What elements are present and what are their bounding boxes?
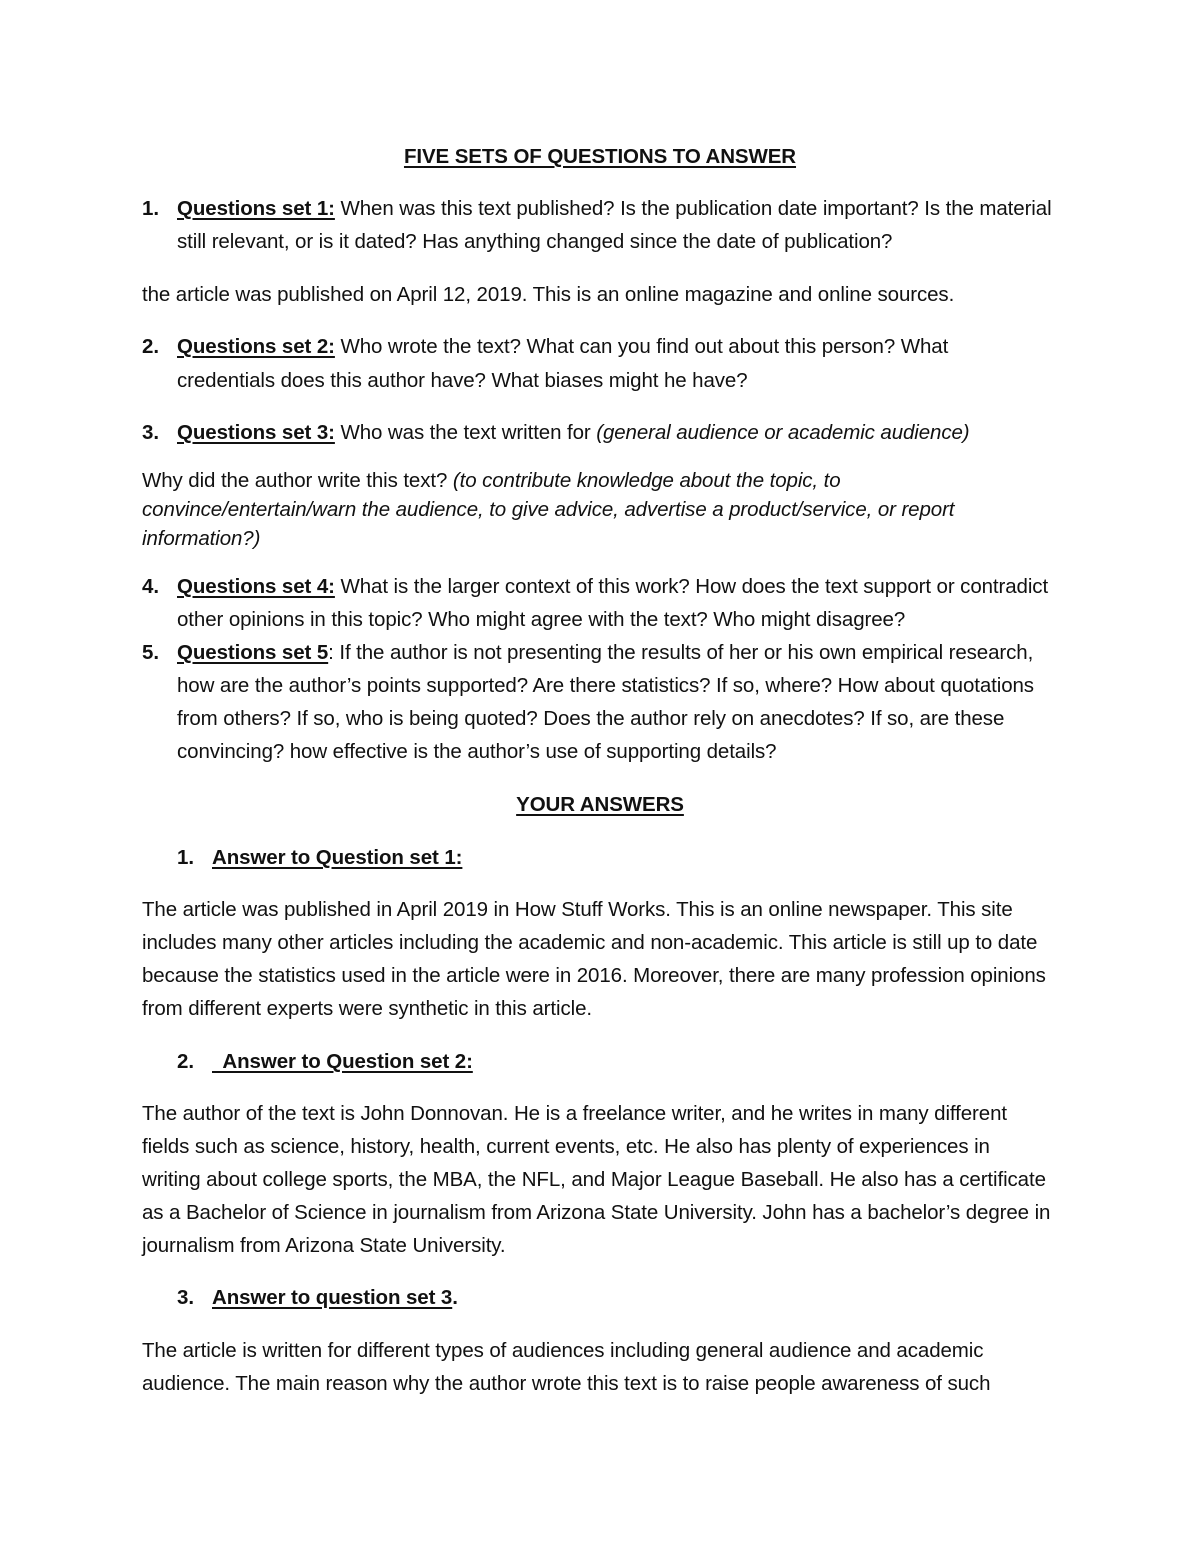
question-2-label: Questions set 2: [177, 335, 335, 358]
answer-3-heading-line [212, 1286, 458, 1310]
question-3-why-text: Why did the author write this text? [142, 469, 453, 492]
question-1-line-2: still relevant, or is it dated? Has anything changed since the date of publication? [177, 230, 893, 253]
question-5-label: Questions set 5 [177, 641, 329, 664]
question-2-text-1: Who wrote the text? What can you find out about this person? What [334, 335, 949, 358]
question-3-why-line-1 [142, 469, 841, 493]
answer-2-line-2: fields such as science, history, health, current events, etc. He also has plenty of experiences in [142, 1135, 990, 1158]
question-3-why-line-3: information?) [142, 527, 261, 550]
answer-2-line-4: as a Bachelor of Science in journalism from Arizona State University. John has a bachelor’s degree in [142, 1201, 1051, 1224]
answer-3-heading: Answer to question set 3 [212, 1286, 453, 1309]
question-5-line-1 [177, 641, 1033, 665]
question-5-line-4: convincing? how effective is the author’s use of supporting details? [177, 740, 777, 763]
question-4-label: Questions set 4: [177, 575, 335, 598]
question-2-line-2: credentials does this author have? What biases might he have? [177, 369, 748, 392]
question-1-number: 1. [142, 197, 160, 220]
answer-2-heading: Answer to Question set 2: [212, 1050, 473, 1073]
answer-3-heading-suffix: . [452, 1286, 458, 1309]
question-3-label: Questions set 3: [177, 421, 335, 444]
answers-title: YOUR ANSWERS [516, 793, 684, 816]
answer-3-number: 3. [177, 1286, 195, 1309]
question-2-line-1 [177, 335, 948, 359]
question-3-italic: (general audience or academic audience) [596, 421, 970, 444]
answer-1-heading: Answer to Question set 1: [212, 846, 463, 869]
answer-2-line-1: The author of the text is John Donnovan. He is a freelance writer, and he writes in many different [142, 1102, 1007, 1125]
answer-1-line-3: because the statistics used in the article were in 2016. Moreover, there are many profession opinions [142, 964, 1046, 987]
answer-2-line-5: journalism from Arizona State University. [142, 1234, 506, 1257]
question-3-why-line-2: convince/entertain/warn the audience, to give advice, advertise a product/service, or report [142, 498, 955, 521]
question-5-line-3: from others? If so, who is being quoted? Does the author rely on anecdotes? If so, are these [177, 707, 1005, 730]
answer-1-number: 1. [177, 846, 195, 869]
question-4-text-1: What is the larger context of this work? How does the text support or contradict [334, 575, 1049, 598]
document-title: FIVE SETS OF QUESTIONS TO ANSWER [403, 145, 797, 168]
question-4-number: 4. [142, 575, 160, 598]
question-5-line-2: how are the author’s points supported? Are there statistics? If so, where? How about quotations [177, 674, 1034, 697]
answer-2-number: 2. [177, 1050, 195, 1073]
question-3-line-1 [177, 421, 970, 445]
answer-1-line-4: from different experts were synthetic in this article. [142, 997, 592, 1020]
answer-1-line-1: The article was published in April 2019 in How Stuff Works. This is an online newspaper. This site [142, 898, 1013, 921]
question-4-line-2: other opinions in this topic? Who might agree with the text? Who might disagree? [177, 608, 906, 631]
answer-3-line-1: The article is written for different types of audiences including general audience and academic [142, 1339, 984, 1362]
question-1-label: Questions set 1: [177, 197, 335, 220]
question-3-text: Who was the text written for [334, 421, 597, 444]
question-3-why-italic-1: (to contribute knowledge about the topic, to [452, 469, 841, 492]
answer-3-line-2: audience. The main reason why the author wrote this text is to raise people awareness of such [142, 1372, 991, 1395]
question-5-text-1: : If the author is not presenting the results of her or his own empirical research, [328, 641, 1034, 664]
question-2-number: 2. [142, 335, 160, 358]
question-1-text-1: When was this text published? Is the publication date important? Is the material [334, 197, 1052, 220]
question-4-line-1 [177, 575, 1048, 599]
answer-2-line-3: writing about college sports, the MBA, the NFL, and Major League Baseball. He also has a certificate [142, 1168, 1046, 1191]
question-1-note: the article was published on April 12, 2019. This is an online magazine and online sources. [142, 283, 955, 306]
answer-1-line-2: includes many other articles including the academic and non-academic. This article is still up to date [142, 931, 1038, 954]
question-1-line-1 [177, 197, 1052, 221]
question-3-number: 3. [142, 421, 160, 444]
question-5-number: 5. [142, 641, 160, 664]
